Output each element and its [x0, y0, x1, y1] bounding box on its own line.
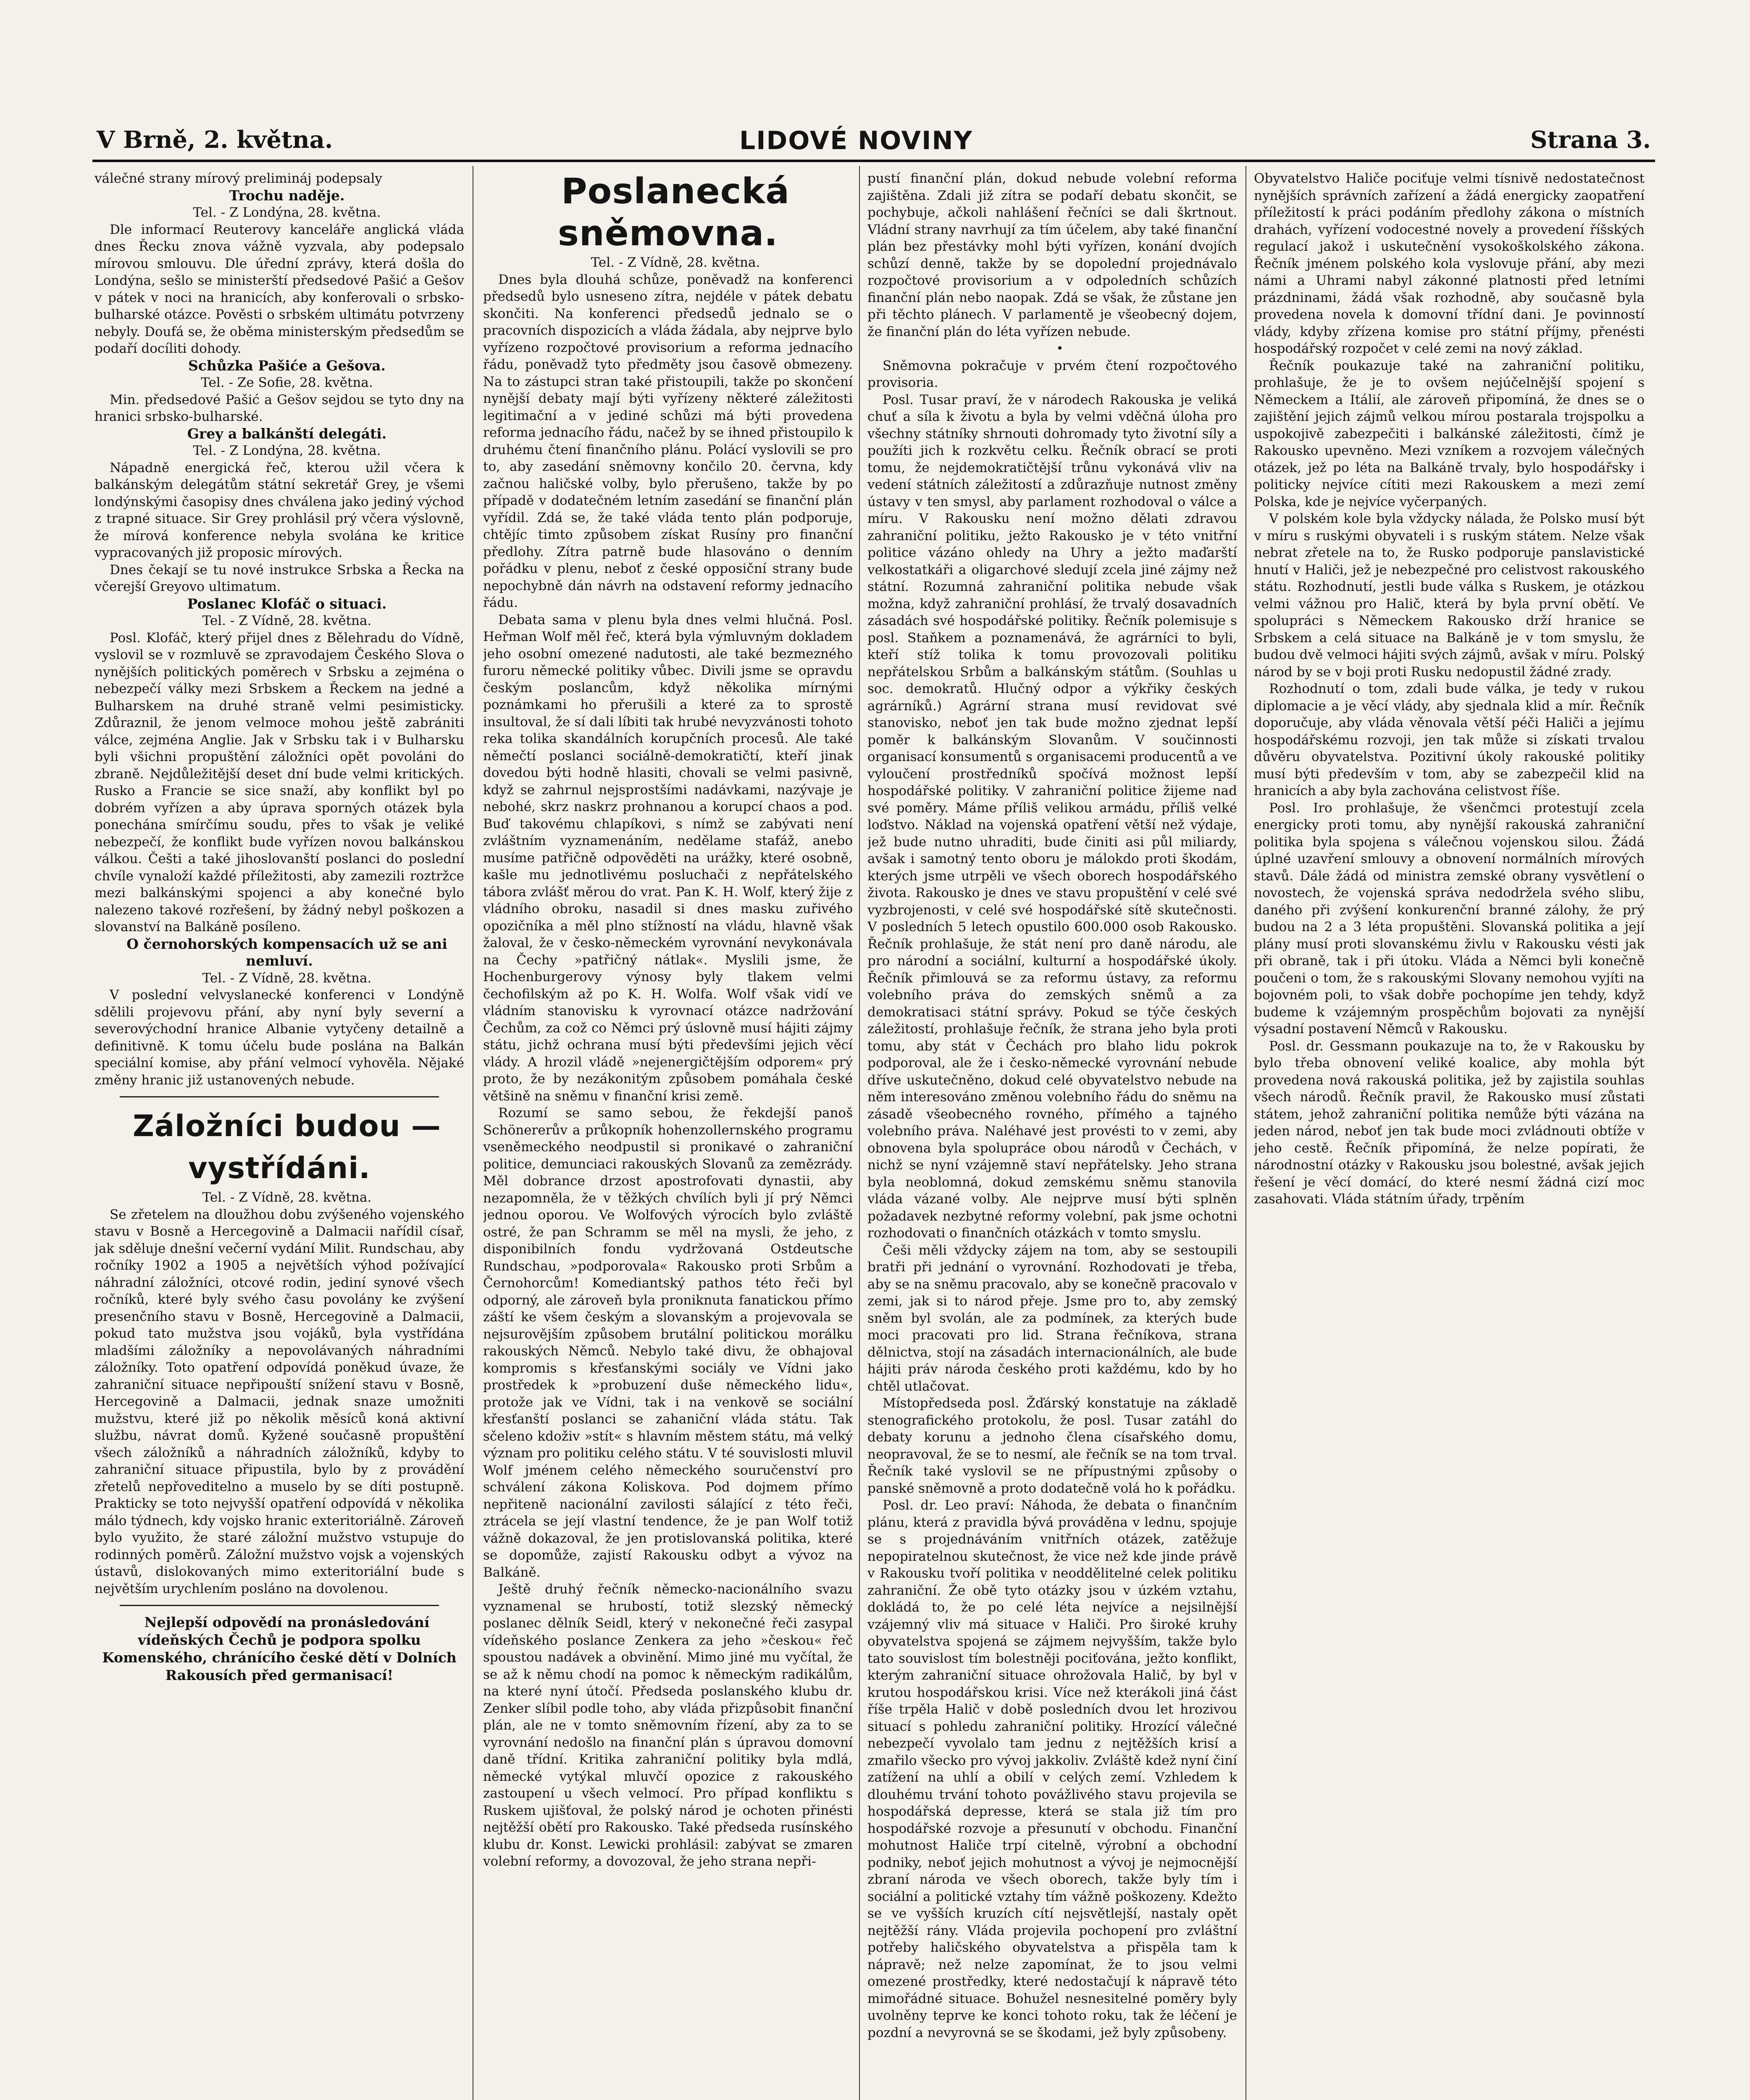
article-headline: Grey a balkánští delegáti.	[187, 425, 387, 442]
page-header	[97, 126, 1651, 160]
article-body: Posl. Tusar praví, že v národech Rakouska je veliká chuť a síla k životu a byla by velmi vděčná úloha pro všechny státníky shrnouti dohromady tyto životní síly a použíti jich k rozkvětu celku. Řečník obrací se proti tomu, že nejdemokratičtější trůnu vykonává vliv na vedení státních záležitostí a zdůrazňuje nutnost změny ústavy v ten smysl, aby parlament rozhodoval o válce a míru. V Rakousku není možno dělati zdravou zahraniční politiku, ježto Rakousko je v této vnitřní politice vázáno ohledy na Uhry a ježto maďarští velkostatkáři a oligarchové sledují zcela jiné zájmy než státní. Rozumná zahraniční politika nebude však možna, když zahraniční prohlásí, že trvalý dosavadních zásadách své hospodářské politiky. Řečník polemisuje s posl. Staňkem a poznamenává, že agrárníci to byli, kteří stíž tolika k tomu provozovali politiku nepřátelskou Srbům a balkánským státům. (Souhlas u soc. demokratů. Hlučný odpor a výkřiky českých agrárníků.) Agrární strana musí revidovat své stanovisko, neboť jen tak bude možno zjednat lepší poměr k balkánským Slovanům. V součinnosti organisací konsumentů s organisacemi producentů a ve vyloučení prostředníků spočívá možnost lepší hospodářské politiky. V zahraniční politice žijeme nad své poměry. Máme příliš velikou armádu, příliš velké loďstvo. Náklad na vojenská opatření větší než výdaje, jež bude nutno uhraditi, bude činiti asi půl miliardy, avšak i samotný tento oboru je málokdo proti škodám, kterých jsme utrpěli ve všech oborech hospodářského života. Rakousko je dnes ve stavu propuštění v celé své vyzbrojenosti, v celé své hospodářské sítě skutečnosti. V posledních 5 letech opustilo 600.000 osob Rakousko. Řečník prohlašuje, že stát není pro daně národu, ale pro národní a sociální, kulturní a hospodářské úkoly. Řečník přimlouvá se za reformu ústavy, za reformu volebního práva do zemských sněmů a za demokratisaci státní správy. Pokud se týče českých záležitostí, prohlašuje řečník, že strana jeho byla proti tomu, aby stát v Čechách pro blaho lidu pokrok podporoval, ale že i česko-německé vyrovnání nebude dříve uskutečněno, dokud celé obyvatelstvo nebude na něm interesováno změnou volebního řádu do sněmu na zásadě všeobecného rovného, přímého a tajného volebního práva. Naléhavé jest provésti to v zemi, aby obnovena byla spolupráce obou národů v Čechách, v nichž se nyní vzájemně staví nepřátelsky. Jeho strana byla neoblomná, dokud zemskému sněmu stanovila vláda vázané volby. Ale nejprve musí býti splněn požadavek nezbytné reformy volební, pak jsme ochotni rozhodovati o finančních otázkách v tomto smyslu.	[867, 392, 1237, 1241]
article-body: Dnes čekají se tu nové instrukce Srbska a Řecka na včerejší Greyovo ultimatum.	[95, 562, 464, 594]
header-rule	[92, 160, 1655, 162]
article-body: Se zřetelem na dloužhou dobu zvýšeného vojenského stavu v Bosně a Hercegovině a Dalmacii nařídil císař, jak sděluje dnešní večerní vydání Milit. Rundschau, aby ročníky 1902 a 1905 a největších výhod požívající náhradní záložníci, otcové rodin, jediní synové všech ročníků, které byly svého času povolány ke zvýšení presenčního stavu v Bosně, Hercegovině a Dalmacii, pokud tato mužstva jsou vojáků, byla vystřídána mladšími záložníky a nepovolávaných náhradními záložníky. Toto opatření odpovídá poněkud úvaze, že zahraniční situace nepřipouští snížení stavu v Bosně, Hercegovině a Dalmacii, jednak snaze umožniti mužstvu, které již po několik měsíců koná aktivní službu, návrat domů. Kyžené současně propuštění všech záložníků a náhradních záložníků, kdyby to zahraniční situace připustila, bylo by z provádění zřetelů nepřoveditelno a muselo by se díti postupně. Prakticky se toto nejvyšší opatření odpovídá v několika málo týdnech, kdy vojsko hranic exteritoriálně. Zároveň bylo využito, že staré záložní mužstvo vstupuje do rodinných poměrů. Záložní mužstvo vojsk a vojenských ústavů, dislokovaných mimo exteritoriální bude s největším urychlením posláno na dovolenou.	[95, 1207, 464, 1596]
header-dateline: V Brně, 2. května.	[97, 126, 333, 154]
article-body: Sněmovna pokračuje v prvém čtení rozpočtového provisoria.	[867, 358, 1237, 390]
page-number: Strana 3.	[1530, 126, 1651, 154]
article-body: Posl. Klofáč, který přijel dnes z Bělehradu do Vídně, vyslovil se v rozmluvě se zpravodajem Českého Slova o nynějších politických poměrech v Srbsku a zejména o nebezpečí války mezi Srbskem a Řeckem na jedné a Bulharskem na druhé straně velmi pesimisticky. Zdůraznil, že jenom velmoce mohou ještě zabrániti válce, zejména Anglie. Jak v Srbsku tak i v Bulharsku byli všichni propuštění záložníci opět povoláni do zbraně. Nejdůležitější deset dní bude velmi kritických. Rusko a Francie se sice snaží, aby konflikt byl po dobrém vyřízen a aby úprava sporných otázek byla ponechána smírčímu soudu, přes to však je veliké nebezpečí, že konflikt bude vyřízen novou balkánskou válkou. Češti a také jihoslovanští poslanci do poslední chvíle vynaloží každé příležitosti, aby zamezili roztržce mezi balkánskými spojenci a aby konečné bylo nalezeno takové rozřešení, by žádný nebyl poškozen a slovanství na Balkáně posíleno.	[95, 630, 464, 934]
article-body: Posl. dr. Gessmann poukazuje na to, že v Rakousku by bylo třeba obnovení veliké koalice, aby mohla být provedena nová rakouská politika, jež by zajistila souhlas všech národů. Řečník pravil, že Rakousko musí zůstati státem, jehož zahraniční politika nemůže býti vázána na jeden národ, neboť jen tak bude moci zvládnouti obtíže v jeho cestě. Řečník připomíná, že nelze popírati, že národnostní otázky v Rakousku jsou bolestné, avšak jejich řešení je věcí domácí, do které nesmí žádná cizí moc zasahovati. Vláda státním úřady, trpěním	[1254, 1038, 1645, 1207]
article-body: Dnes byla dlouhá schůze, poněvadž na konferenci předsedů bylo usneseno zítra, nejdéle v pátek debatu skončiti. Na konferenci předsedů jednalo se o pracovních dispozicích a vláda žádala, aby nejprve bylo vyřízeno rozpočtové provisorium a reforma jednacího řádu, poněvadž tyto předměty jsou časově obmezeny. Na to zástupci stran také přistoupili, takže po skončení nynější debaty mají býti vyřízeny některé záležitosti legitimační a v jediné schůzi má býti provedena reforma jednacího řádu, načež by se ihned přistoupilo k druhému čtení finančního plánu. Polácí vyslovili se pro to, aby zasedání sněmovny končilo 20. června, kdy začnou haličské volby, bylo přerušeno, takže by po případě v dodatečném letním zasedání se finanční plán vyřídil. Zdá se, že také vláda tento plán podporuje, chtějíc timto způsobem získat Rusíny pro finanční předlohy. Zítra patrně bude hlasováno o denním pořádku v plenu, neboť z české opposiční strany bude nepochybně dán návrh na odstavení reformy jednacího řádu.	[483, 272, 853, 610]
article-headline: Trochu naděje.	[229, 187, 345, 204]
article-dateline: Tel. - Z Vídně, 28. května.	[591, 255, 760, 270]
notice-box: Nejlepší odpovědí na pronásledování vídeňských Čechů je podpora spolku Komenského, chránícího české dětí v Dolních Rakousích před germanisací!	[102, 1614, 457, 1683]
article-continuation: válečné strany mírový prelimináj podepsaly	[95, 171, 382, 186]
article-body: Ještě druhý řečník německo-nacionálního svazu vyznamenal se hrubostí, totiž slezský německý poslanec dělník Seidl, který v nekonečné řeči zasypal vídeňského poslance Zenkera za jeho »českou« řeč spoustou nadávek a obvinění. Mimo jiné mu vyčítal, že se až k němu chodí na pomoc k německým radikálům, na které nyní útočí. Předseda poslanského klubu dr. Zenker slíbil podle toho, aby vláda přizpůsobit finanční plán, ale ne v tomto sněmovním řízení, aby za to se vyrovnání nedošlo na finanční plán s úpravou domovní daně třídní. Kritika zahraniční politiky byla mdlá, německé vytýkal mluvčí opozice z rakouského zastoupení u všech velmocí. Pro případ konfliktu s Ruskem ujišťoval, že polský národ je ochoten přinésti nejtěžší obětí pro Rakousko. Také předseda rusínského klubu dr. Konst. Lewicki prohlásil: zabývat se zmaren volební reformy, a dovozoval, že jeho strana nepři-	[483, 1582, 853, 1869]
article-dateline: Tel. - Z Vídně, 28. května.	[202, 613, 372, 628]
article-headline: O černohorských kompensacích už se ani nemluví.	[126, 935, 447, 969]
ornament-separator: •	[1056, 341, 1064, 355]
article-body: Řečník poukazuje také na zahraniční politiku, prohlašuje, že je to ovšem nejúčelnější spojení s Německem a Itálií, ale zároveň připomíná, že dnes se o zajištění jejich zájmů velkou mírou postarala trojspolku a uspokojivě zabezpečiti i balkánské záležitosti, čímž je Rakousko upevněno. Mezi vzníkem a rozvojem válečných otázek, jež po léta na Balkáně trvaly, bylo hospodářsky i politicky nejvíce cítiti mezi Rakouskem a mezi zemí Polska, kde je nejvíce vyčerpaných.	[1254, 358, 1645, 509]
article-headline: Schůzka Pašiće a Gešova.	[188, 357, 386, 374]
column-2	[483, 170, 853, 2100]
column-3	[867, 170, 1237, 2100]
article-continuation: Obyvatelstvo Haliče pociťuje velmi tísnivě nedostatečnost nynějších správních zařízení a žádá energicky zaopatření příležitostí k práci podáním předlohy zákona o místních drahách, vyřízení vodocestné novely a provedení říšských regulací jakož i uskutečnění vysokoškolského zákona. Řečník jménem polského kola vyslovuje přání, aby mezi námi a Uhrami nabyl zákonné platnosti před letními prázdninami, žádá však rozhodně, aby současně byla provedena novela k domovní třídní dani. Je povinností vlády, kdyby zřízena komise pro státní příjmy, přenésti hospodářský rozpočet v celé zemi na nový základ.	[1254, 171, 1645, 356]
article-dateline: Tel. - Z Londýna, 28. května.	[193, 443, 381, 458]
column-1	[95, 170, 464, 2100]
article-body: Dle informací Reuterovy kanceláře anglická vláda dnes Řecku znova vážně vyzvala, aby podepsalo mírovou smlouvu. Dle úřední zprávy, která došla do Londýna, sešlo se ministerští předsedové Pašić a Gešov v pátek v noci na hranicích, aby konferovali o srbsko-bulharské otázce. Pověsti o srbském ultimátu potvrzeny nebyly. Doufá se, že oběma ministerským předsedům se podaří docíliti dohody.	[95, 222, 464, 356]
article-body: Posl. dr. Leo praví: Náhoda, že debata o finančním plánu, která z pravidla bývá prováděna v lednu, spojuje se s projednáváním vnitřních otázek, zatěžuje nepopiratelnou skutečnost, že vice než kde jinde právě v Rakousku tvoří politika v neoddělitelné celek politiku zahraniční. Že obě tyto otázky jsou v úzkém vztahu, dokládá to, že po celé léta nejvíce a nejsilnější vzájemný vliv má situace v Haliči. Pro široké kruhy obyvatelstva spojená se zájmem nejvyšším, takže bylo tato souvislost tím bolestněji pociťována, ježto konflikt, kterým zahraniční situace ohrožovala Halič, by byl v krutou hospodářskou krisi. Více než kterákoli jiná část říše trpěla Halič v době posledních dvou let hrozivou situací s pohledu zahraniční politiky. Hrozící válečné nebezpečí vyvolalo tam jednu z nejtěžších krisí a zmařilo všecko pro vývoj jakkoliv. Zvláště kdež nyní činí zatížení na uhlí a obilí v celých zemí. Vzhledem k dlouhému trvání tohoto povážlivého stavu projevila se hospodářská depresse, která se stala již tím pro hospodářské rozvoje a přesunutí v obchodu. Finanční mohutnost Haliče trpí citelně, výrobní a obchodní podniky, neboť jejich mohutnost a vývoj je nejmocnější zbraní národa ve všech oborech, takže byly tím i sociální a politické vztahy tím vážně poškozeny. Kdežto se ve vyšších kruzích cítí nejsvětlejší, nastaly opět nejtěžší rány. Vláda projevila pochopení pro zvláštní potřeby haličského obyvatelstva a přispěla tam k nápravě; než nelze zapomínat, že to jsou velmi omezené prostředky, které nedostačují k nápravě této mimořádné situace. Bohužel nesnesitelné poměry byly uvolněny teprve ke konci tohoto roku, tak že léčení je pozdní a nevyrovná se se škodami, jež byly způsobeny.	[867, 1498, 1237, 2040]
section-headline: Poslanecká sněmovna.	[557, 171, 790, 254]
article-body: Nápadně energická řeč, kterou užil včera k balkánským delegátům státní sekretář Grey, je všemi londýnskými časopisy dnes chválena jako jediný východ z trapné situace. Sir Grey prohlásil prý včera výslovně, že mírová konference nebyla svolána ke kritice vypracovaných již proposic mírových.	[95, 460, 464, 560]
section-headline: Záložníci budou — vystřídáni.	[133, 1109, 441, 1185]
article-dateline: Tel. - Z Vídně, 28. května.	[202, 970, 372, 986]
article-body: Místopředseda posl. Žďárský konstatuje na základě stenografického protokolu, že posl. Tusar zatáhl do debaty korunu a jednoho člena císařského domu, neopravoval, že se to nesmí, ale řečník se na tom trval. Řečník také vyslovil se ne přípustnými způsoby o panské sněmovně a proto dodatečně volá ho k pořádku.	[867, 1396, 1237, 1496]
article-continuation: pustí finanční plán, dokud nebude volební reforma zajištěna. Zdali již zítra se podaří debatu skončit, se pochybuje, ačkoli nahlášení řečníci se dali škrtnout. Vládní strany navrhují za tím účelem, aby také finanční plán bez přestávky mohl býti vyřízen, konání dvojích schůzí denně, takže by se dopolední projednávalo rozpočtové provisorium a v odpoledních schůzích finanční plán nebo naopak. Zdá se však, že zůstane jen při těchto plánech. V parlamentě je všeobecný dojem, že finanční plán do léta vyřízen nebude.	[867, 171, 1237, 339]
masthead-title: LIDOVÉ NOVINY	[739, 126, 973, 155]
article-dateline: Tel. - Z Vídně, 28. května.	[202, 1190, 372, 1205]
column-divider	[859, 166, 860, 2100]
column-divider	[1245, 166, 1246, 2100]
article-body: V polském kole byla vždycky nálada, že Polsko musí být v míru s ruskými obyvateli i s ruským státem. Nelze však nebrat zřetele na to, že Rusko podporuje panslavistické hnutí v Haliči, jež je nebezpečné pro celistvost rakouského státu. Rozhodnutí, jestli bude válka s Ruskem, je otázkou velmi vážnou pro Halič, která by byla první obětí. Ve spolupráci s Německem Rakousko drží hranice se Srbskem a celá situace na Balkáně je v tom smyslu, že budou dvě velmoci hájiti svých zájmů, avšak v míru. Polský národ by se v boji proti Rusku nedopustil žádné zrady.	[1254, 511, 1645, 680]
section-separator	[120, 1605, 439, 1606]
article-body: Min. předsedové Pašić a Gešov sejdou se tyto dny na hranici srbsko-bulharské.	[95, 392, 464, 424]
article-body: Rozumí se samo sebou, že řekdejší panoš Schönererův a průkopník hohenzollernského programu vseněmeckého neodpustil si pronikavé o zahraniční politice, demunciaci rakouských Slovanů za zemězrády. Měl dobrance drzost apostrofovati dynastii, aby nezapomněla, že v těžkých chvílích byli jí prý Němci jednou oporou. Ve Wolfových výrocích bylo zvláště ostré, že pan Schramm se měl na mysli, že jeho, z disponibilních fondu vydržovaná Ostdeutsche Rundschau, »podporovala« Rakousko proti Srbům a Černohorcům! Komediantský pathos této řeči byl odporný, ale zároveň byla proniknuta fanatickou přímo záští ke všem českým a slovanským a projevovala se nejsurovějším způsobem brutální politickou morálku rakouských Němců. Nebylo také divu, že obhajoval kompromis s křesťanskými sociály ve Vídni jako prostředek k »probuzení duše německého lidu«, protože jak ve Vídni, tak i na venkově se sociální křesťanští poslanci se zahaniční vláda státu. Tak sčeleno kdoživ »stít« s hlavním městem státu, má velký význam pro politiku celého státu. V té souvislosti mluvil Wolf jménem celého německého souručenství pro schválení zákona Koliskova. Pod dojmem přímo nepřiteně nacionální zavilosti sálající z této řeči, ztrácela se její vlastní tendence, že je pan Wolf totiž vážně dokazoval, že jen protislovanská politika, které se dopomůže, zajistí Rakousku odbyt a vývoz na Balkáně.	[483, 1105, 853, 1580]
article-body: Posl. Iro prohlašuje, že všenčmci protestují zcela energicky proti tomu, aby nynější rakouská zahraniční politika byla spojena s válečnou vojenskou silou. Žádá úplné uzavření smlouvy a obnovení normálních mírových stavů. Dále žádá od ministra zemské obrany vysvětlení o novostech, že vojenská správa nedodržela svého slibu, daného při zvýšení konkurenční branné zálohy, že prý budou na 2 a 3 léta propuštěni. Slovanská politika a její plány musí proti slovanskému živlu v Rakousku vésti jak při obraně, tak i při útoku. Vláda a Němci byli konečně poučeni o tom, že s rakouskými Slovany nemohou vyjíti na bojovném poli, to však dobře pochopíme jen tehdy, když budeme k vzájemným prospěchům bojovati za nynější výsadní postavení Němců v Rakousku.	[1254, 800, 1645, 1037]
section-separator	[120, 1096, 439, 1097]
column-4	[1254, 170, 1645, 2100]
article-body: Debata sama v plenu byla dnes velmi hlučná. Posl. Heřman Wolf měl řeč, která byla výmluvným dokladem jeho osobní omezené nadutosti, ale také bezmezného furoru německé politiky vůbec. Divili jsme se opravdu českým poslancům, když několika mírnými poznámkami ho přerušili a které za to sprostě insultoval, že sí dali líbiti tak hrubé nevyzvánosti tohoto reka tolika skandálních korupčních procesů. Ale také němečtí poslanci sociálně-demokratičtí, kteří jinak dovedou býti hodně hlasiti, chovali se velmi pasivně, když se zahrnul nejsprostšími nadávkami, nazývaje je nebohé, skrz naskrz prohnanou a korupcí chaos a pod. Buď takovému chlapíkovi, s nímž se zabývati není zvláštním vyznamenáním, nedělame stafáž, anebo musíme patřičně odpověděti na urážky, které osobně, kašle mu jednotlivému posluchači z nepřátelského tábora zvlášť měrou do vrat. Pan K. H. Wolf, který žije z vládního obroku, nasadil si dnes masku zuřivého opozičníka a měl plno stížností na vládu, hlavně však žaloval, že v česko-německém vyrovnání nevykonávala na Čechy »patřičný nátlak«. Myslili jsme, že Hochenburgerovy výnosy byly tlakem velmi čechofilským až po K. H. Wolfa. Wolf však vidí ve vládním stanovisku k vyrovnací otázce nadržování Čechům, za což co Němci prý úslovně musí hájiti zájmy státu, jichž ochrana musí býti předevšími jejich věcí vlády. A hrozil vládě »nejenergičtějším odporem« prý proto, že by nezákonitým způsobem pomáhala české většině na sněmu v finanční krisi země.	[483, 612, 853, 1104]
article-body: Češi měli vždycky zájem na tom, aby se sestoupili bratři při jednání o vyrovnání. Rozhodovati je třeba, aby se na sněmu pracovalo, aby se konečně pracovalo v zemi, jak si to národ přeje. Jsme pro to, aby zemský sněm byl svolán, ale za podmínek, za kterých bude moci pracovati pro lid. Strana řečníkova, strana dělnictva, stojí na zásadách internacionálních, ale bude hájiti práv národa českého proti každému, kdo by ho chtěl utlačovat.	[867, 1242, 1237, 1394]
article-headline: Poslanec Klofáč o situaci.	[187, 595, 387, 612]
article-body: V poslední velvyslanecké konferenci v Londýně sdělili projevovu přání, aby nyní byly severní a severovýchodní hranice Albanie vytyčeny detailně a definitivně. K tomu účelu bude poslána na Balkán speciální komise, aby přání velmocí vyhověla. Nějaké změny hranic již ustanovených nebude.	[95, 987, 464, 1088]
article-dateline: Tel. - Z Londýna, 28. května.	[193, 205, 381, 220]
article-body: Rozhodnutí o tom, zdali bude válka, je tedy v rukou diplomacie a je věcí vlády, aby sjednala klid a mír. Řečník doporučuje, aby vláda věnovala větší péči Haliči a jejímu hospodářskému rozvoji, jen tak může si získati trvalou důvěru obyvatelstva. Pozitivní úkoly rakouské politiky musí býti především v tom, aby se zabezpečil klid na hranicích a aby byla zachována celistvost říše.	[1254, 681, 1645, 798]
article-dateline: Tel. - Ze Sofie, 28. května.	[201, 375, 373, 390]
